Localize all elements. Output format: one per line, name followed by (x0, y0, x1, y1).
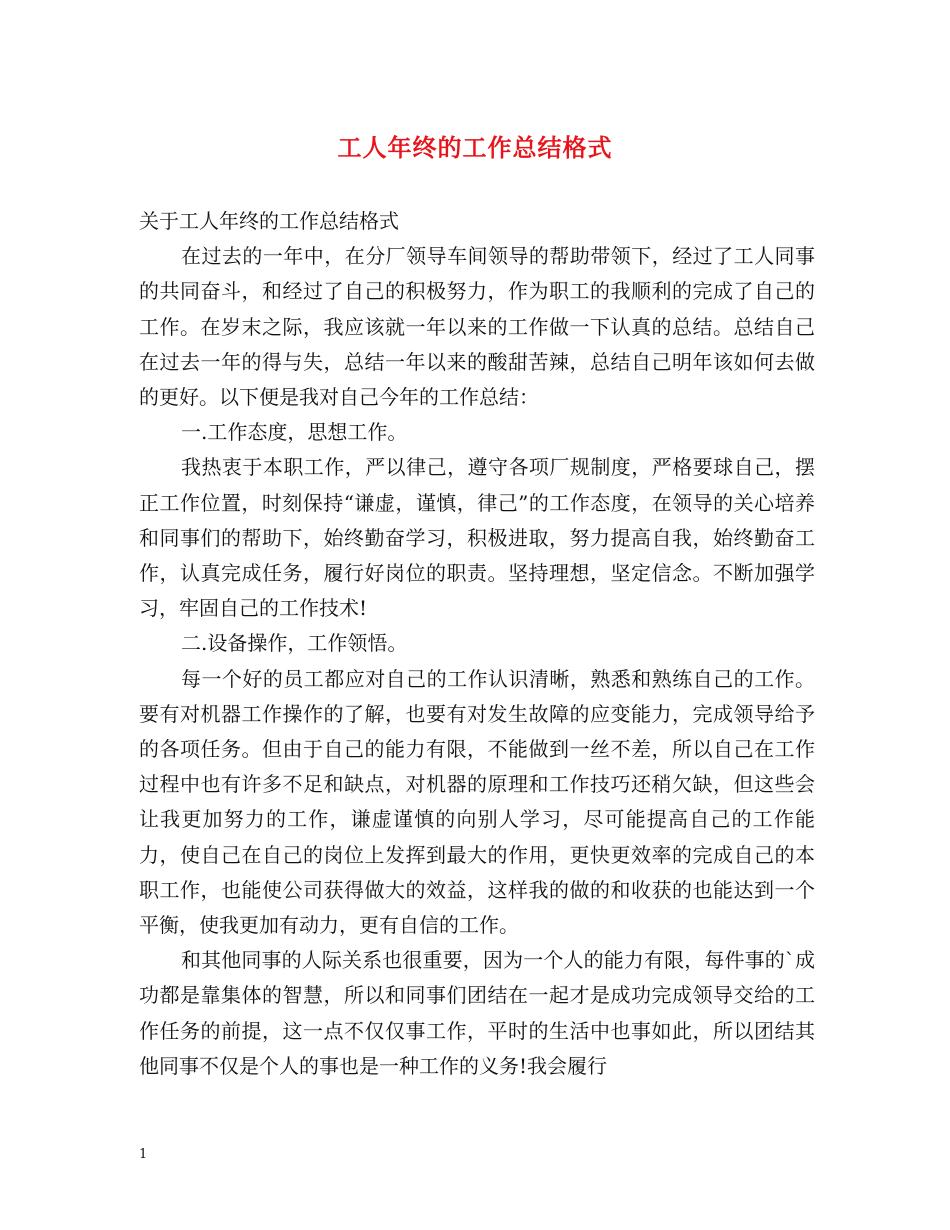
document-title: 工人年终的工作总结格式 (337, 133, 613, 162)
paragraph-intro: 在过去的一年中，在分厂领导车间领导的帮助带领下，经过了工人同事的共同奋斗，和经过了自己的积极努力，作为职工的我顺利的完成了自己的工作。在岁末之际，我应该就一年以来的工作做一下认真的总结。总结自己在过去一年的得与失，总结一年以来的酸甜苦辣，总结自己明年该如何去做的更好。以下便是我对自己今年的工作总结： (139, 244, 815, 410)
paragraph-operation: 每一个好的员工都应对自己的工作认识清晰，熟悉和熟练自己的工作。要有对机器工作操作的了解，也要有对发生故障的应变能力，完成领导给予的各项任务。但由于自己的能力有限，不能做到一丝不差，所以自己在工作过程中也有许多不足和缺点，对机器的原理和工作技巧还稍欠缺，但这些会让我更加努力的工作，谦虚谨慎的向别人学习，尽可能提高自己的工作能力，使自己在自己的岗位上发挥到最大的作用，更快更效率的完成自己的本职工作，也能使公司获得做大的效益，这样我的做的和收获的也能达到一个平衡，使我更加有动力，更有自信的工作。 (139, 666, 815, 938)
document-body (139, 204, 815, 1084)
section-heading-operation: 二.设备操作，工作领悟。 (181, 631, 408, 656)
page-number: 1 (139, 1147, 148, 1162)
section-heading-attitude: 一.工作态度，思想工作。 (181, 420, 408, 445)
paragraph-relationships: 和其他同事的人际关系也很重要，因为一个人的能力有限，每件事的`成功都是靠集体的智慧，所以和同事们团结在一起才是成功完成领导交给的工作任务的前提，这一点不仅仅事工作，平时的生活中也事如此，所以团结其他同事不仅是个人的事也是一种工作的义务!我会履行 (139, 948, 815, 1078)
document-subtitle: 关于工人年终的工作总结格式 (139, 209, 399, 233)
paragraph-attitude: 我热衷于本职工作，严以律己，遵守各项厂规制度，严格要球自己，摆正工作位置，时刻保持“谦虚，谨慎，律己”的工作态度，在领导的关心培养和同事们的帮助下，始终勤奋学习，积极进取，努力提高自我，始终勤奋工作，认真完成任务，履行好岗位的职责。坚持理想，坚定信念。不断加强学习，牢固自己的工作技术! (139, 455, 815, 621)
